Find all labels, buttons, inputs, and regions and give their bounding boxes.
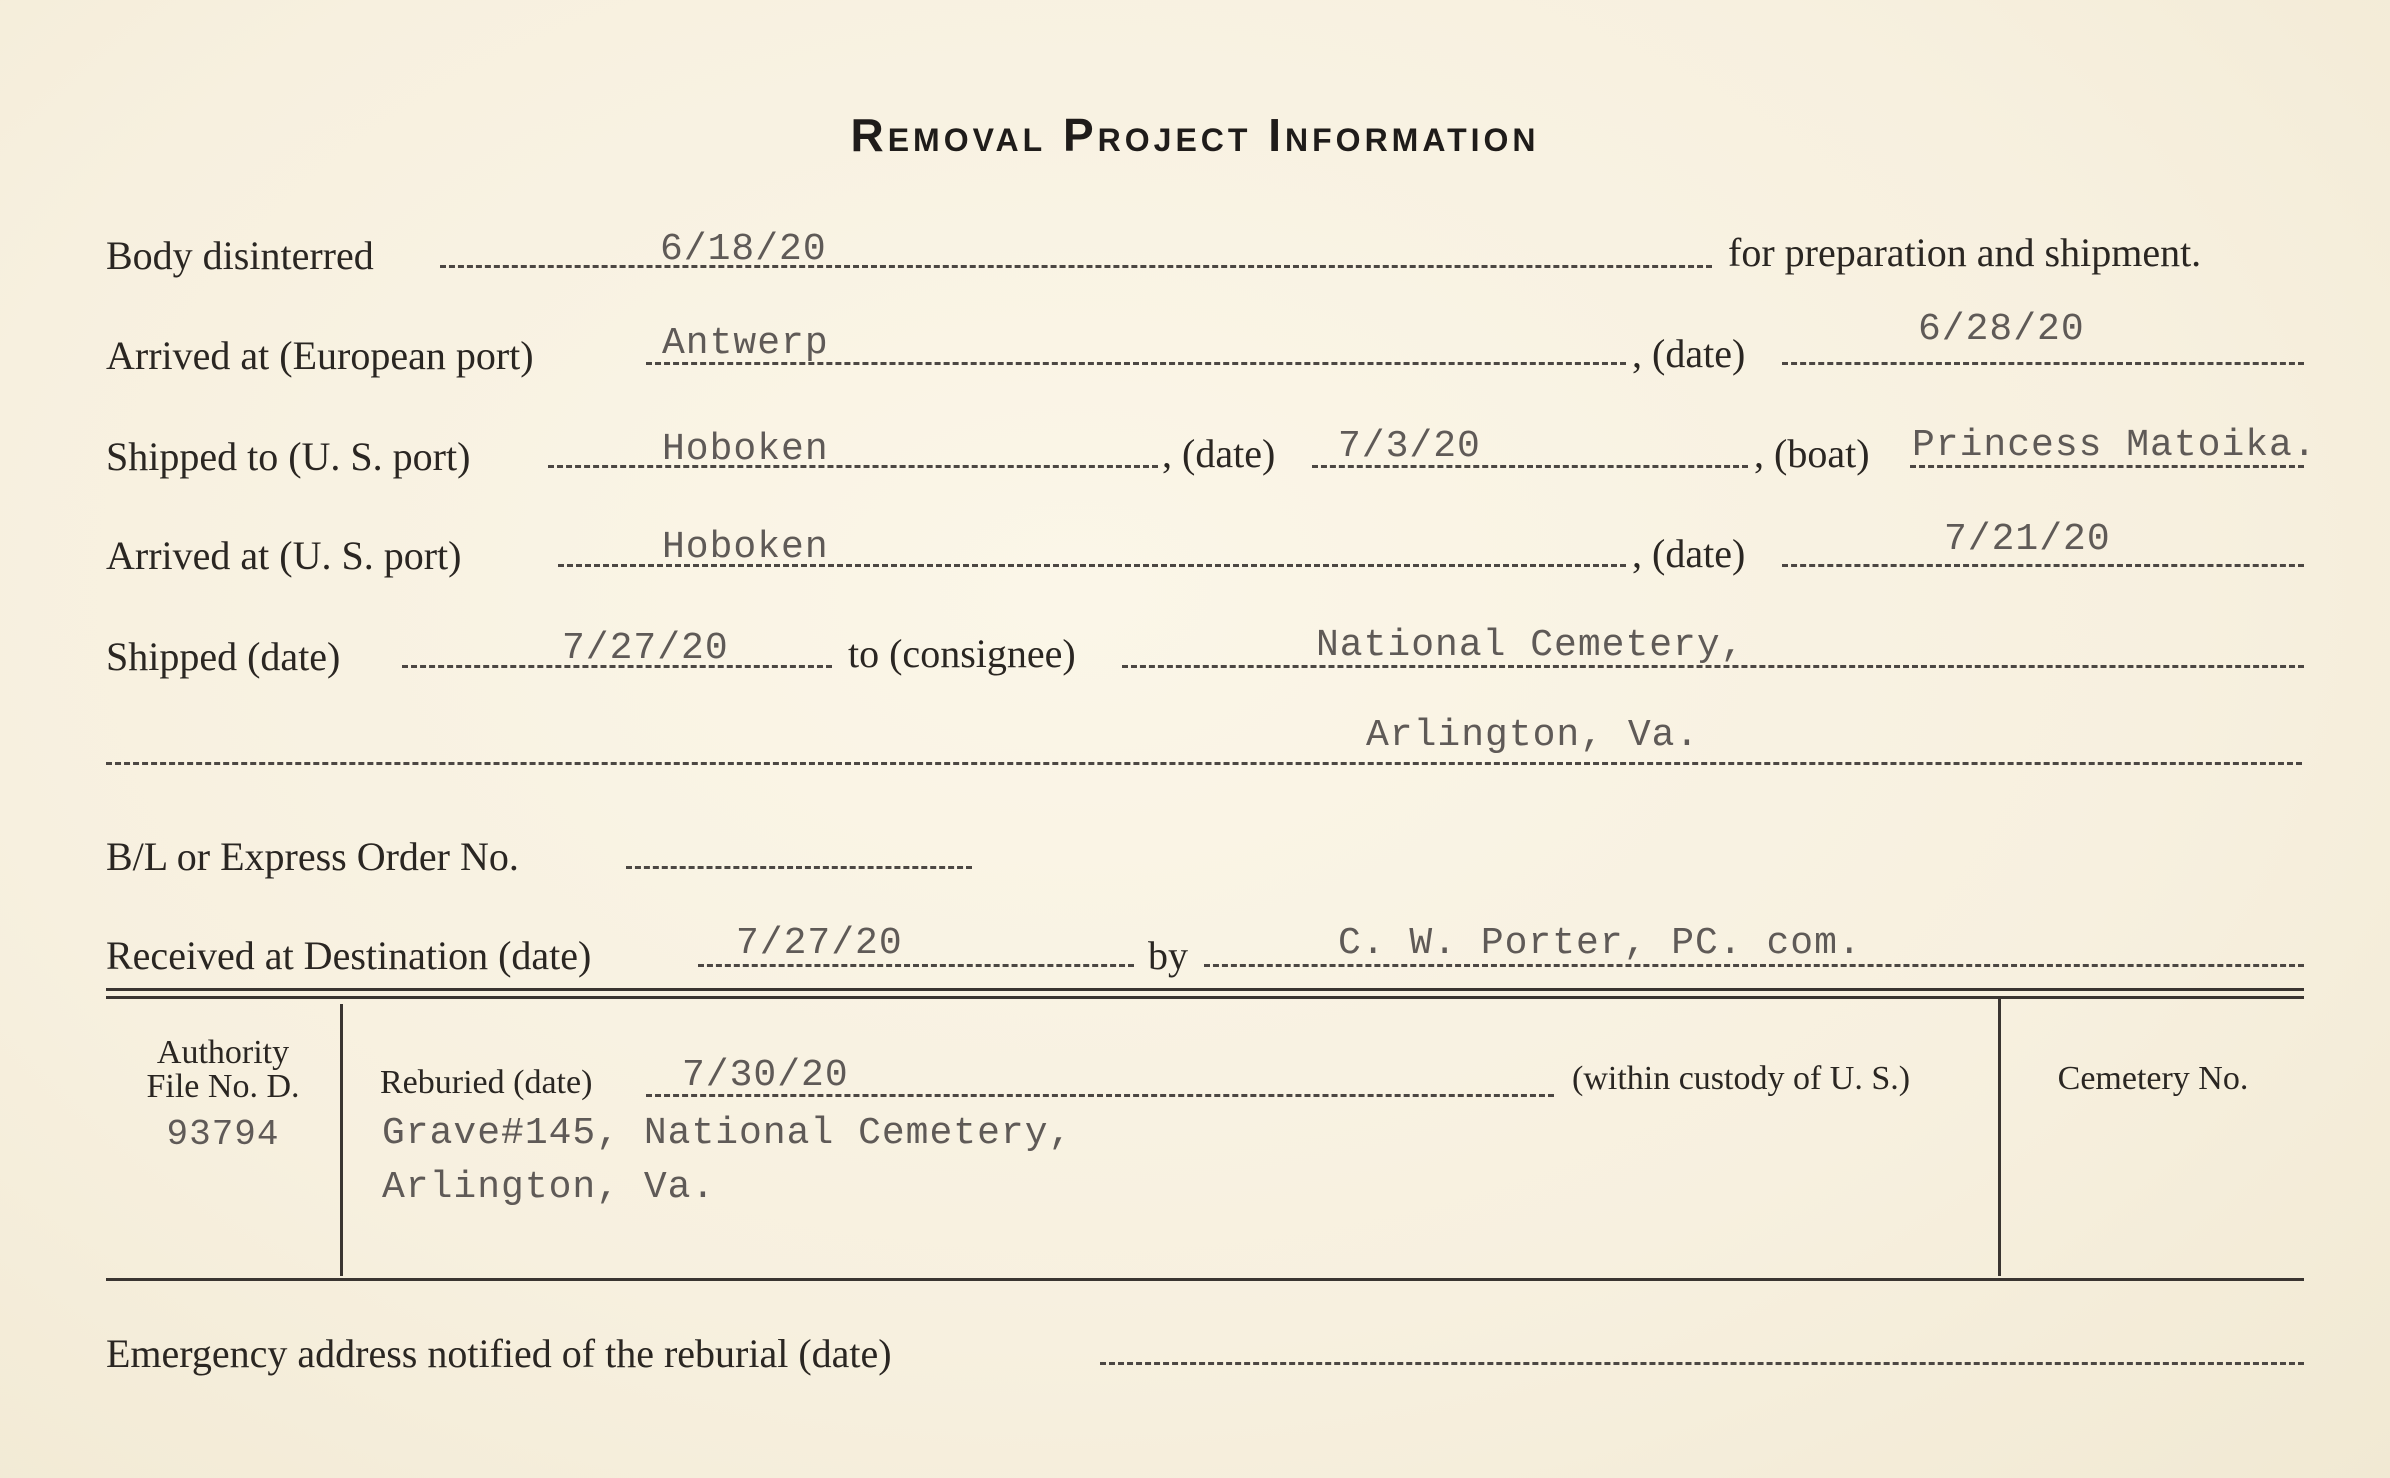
received-label: Received at Destination (date): [106, 933, 592, 978]
reburied-label: Reburied (date): [380, 1064, 593, 1101]
arrived-us-date-label: , (date): [1632, 531, 1746, 576]
disinterred-label: Body disinterred: [106, 233, 374, 278]
shipped-us-date-label: , (date): [1162, 431, 1276, 476]
consignee-continuation-line: [106, 762, 2302, 765]
bl-line: [626, 866, 972, 869]
grave-line-1: Grave#145, National Cemetery,: [382, 1112, 1073, 1155]
grave-line-2: Arlington, Va.: [382, 1166, 716, 1209]
disinterred-line: [440, 265, 1712, 268]
shipped-us-line: [548, 465, 1158, 468]
received-by-label: by: [1148, 933, 1188, 978]
consignee-label: to (consignee): [848, 631, 1076, 676]
received-date: 7/27/20: [736, 922, 903, 965]
box-top-rule-2: [106, 996, 2304, 999]
disinterred-date: 6/18/20: [660, 228, 827, 271]
arrived-us-port: Hoboken: [662, 526, 829, 569]
reburied-date: 7/30/20: [682, 1054, 849, 1097]
shipped-date: 7/27/20: [562, 627, 729, 670]
box-divider-right: [1998, 996, 2001, 1276]
arrived-us-label: Arrived at (U. S. port): [106, 533, 462, 578]
arrived-eu-port: Antwerp: [662, 322, 829, 365]
arrived-eu-date-label: , (date): [1632, 331, 1746, 376]
authority-label-1: Authority: [156, 1034, 290, 1071]
custody-label: (within custody of U. S.): [1572, 1060, 1911, 1097]
shipped-us-boat: Princess Matoika.: [1912, 424, 2317, 467]
shipped-us-label: Shipped to (U. S. port): [106, 434, 471, 479]
received-by: C. W. Porter, PC. com.: [1338, 922, 1862, 965]
box-divider-left: [340, 1004, 343, 1276]
box-bottom-rule: [106, 1278, 2304, 1281]
cemetery-no-label: Cemetery No.: [2057, 1060, 2249, 1097]
arrived-us-date: 7/21/20: [1944, 518, 2111, 561]
authority-file-no: 93794: [166, 1114, 280, 1155]
authority-label-2: File No. D.: [146, 1068, 300, 1105]
arrived-eu-date: 6/28/20: [1918, 308, 2085, 351]
shipped-us-boat-label: , (boat): [1754, 431, 1870, 476]
disinterred-suffix: for preparation and shipment.: [1728, 230, 2202, 275]
emergency-label: Emergency address notified of the reburial (date): [106, 1331, 892, 1376]
consignee-line-1: National Cemetery,: [1316, 624, 1745, 667]
shipped-us-port: Hoboken: [662, 428, 829, 471]
card-title: Removal Project Information: [850, 109, 1540, 161]
arrived-eu-label: Arrived at (European port): [106, 333, 534, 378]
consignee-line-2: Arlington, Va.: [1366, 714, 1700, 757]
arrived-us-date-line: [1782, 564, 2304, 567]
shipped-label: Shipped (date): [106, 634, 341, 679]
box-top-rule-1: [106, 988, 2304, 991]
shipped-us-date: 7/3/20: [1338, 425, 1481, 468]
arrived-eu-date-line: [1782, 362, 2304, 365]
emergency-line: [1100, 1362, 2304, 1365]
bl-label: B/L or Express Order No.: [106, 834, 519, 879]
